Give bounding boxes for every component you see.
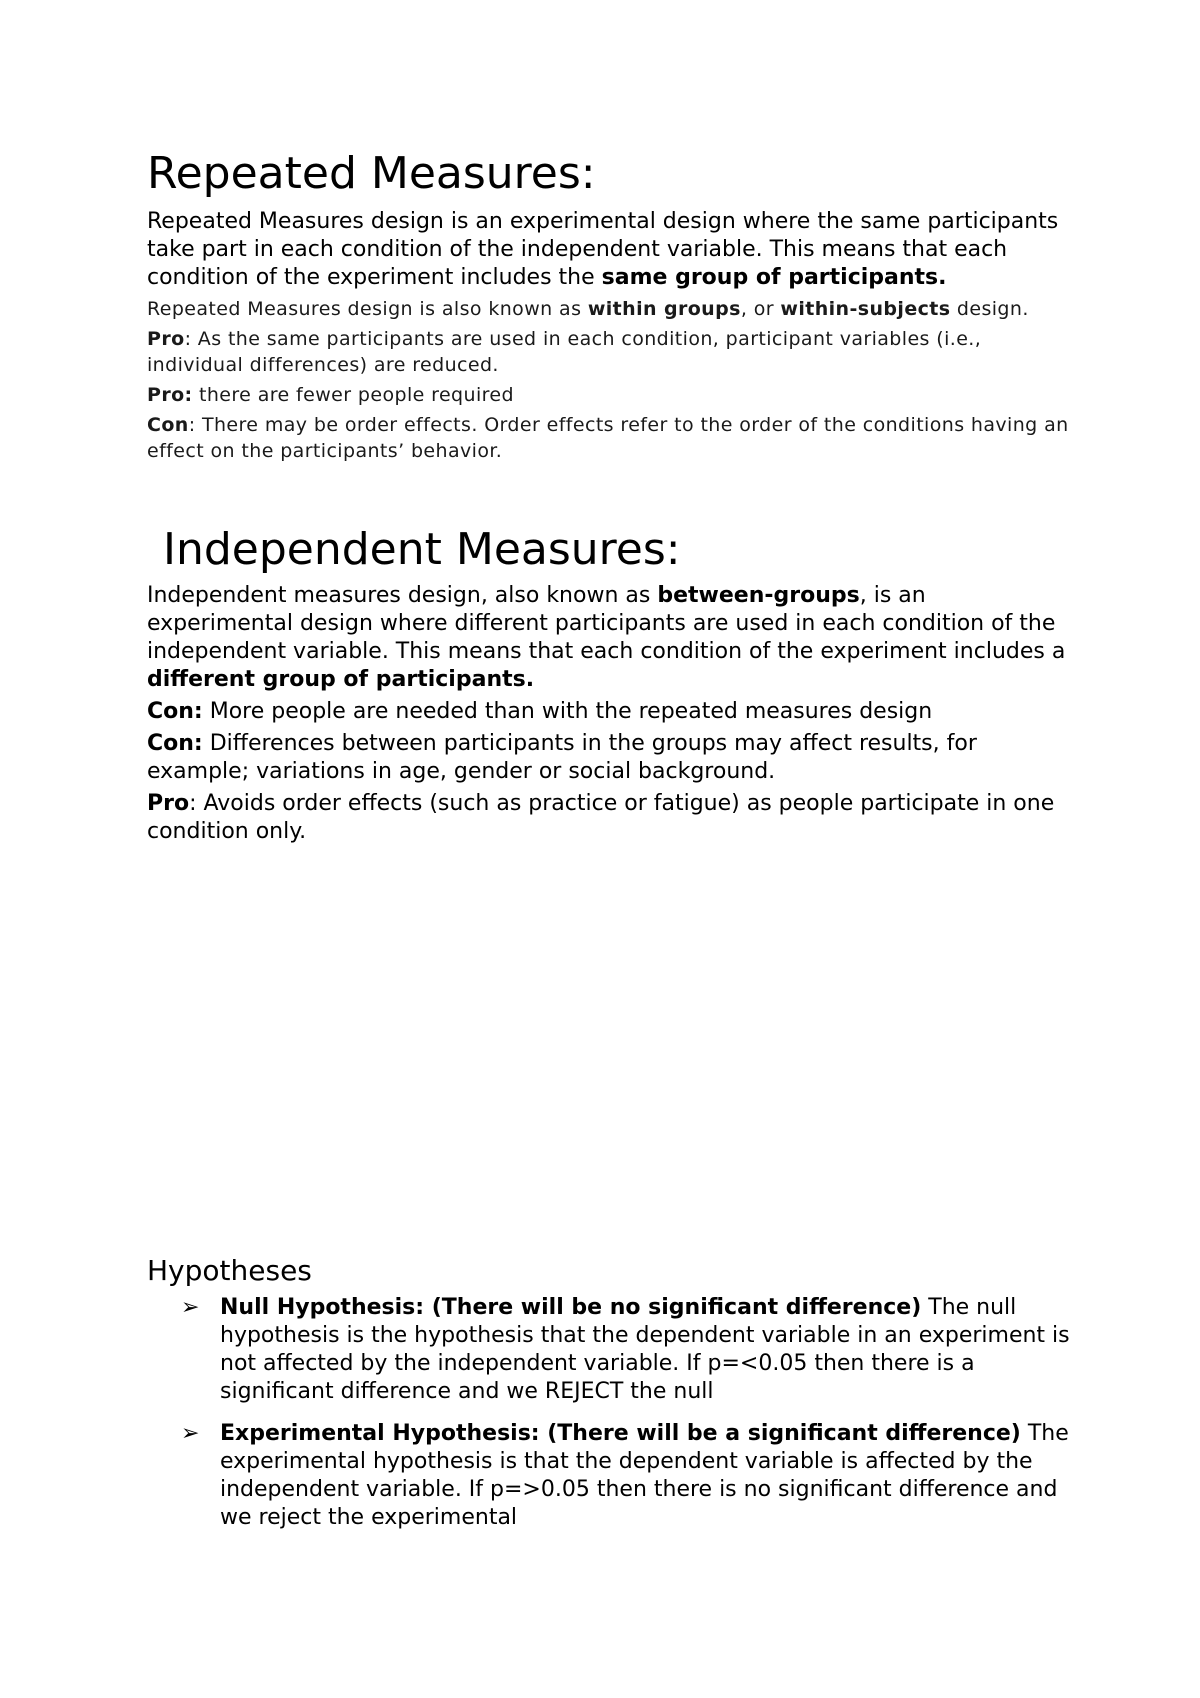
independent-measures-definition: Independent measures design, also known as between-groups, is an experimental design where different participants are used in each condition of the independent variable. This means that each condition of the experiment includes a different group of participants.: [147, 583, 1066, 692]
independent-measures-heading: Independent Measures:: [163, 524, 681, 575]
repeated-measures-section: [147, 148, 1077, 464]
hypotheses-section: [147, 1254, 1077, 1532]
repeated-measures-pro-2: Pro: there are fewer people required: [147, 384, 514, 406]
independent-measures-con-1: Con: More people are needed than with the repeated measures design: [147, 699, 933, 724]
repeated-measures-definition: Repeated Measures design is an experimental design where the same participants take part in each condition of the independent variable. This means that each condition of the experiment includes the same group of participants.: [147, 209, 1059, 290]
independent-measures-con-2: Con: Differences between participants in the groups may affect results, for example; variations in age, gender or social background.: [147, 731, 977, 784]
null-hypothesis-text: Null Hypothesis: (There will be no significant difference) The null hypothesis is the hypothesis that the dependent variable in an experiment is not affected by the independent variable. If p=<0.05 then there is a significant difference and we REJECT the null: [220, 1295, 1070, 1404]
null-hypothesis-item: [147, 1294, 1077, 1406]
repeated-measures-aka: Repeated Measures design is also known as within groups, or within-subjects design.: [147, 298, 1029, 320]
arrow-bullet-icon: ➢: [181, 1295, 200, 1320]
independent-measures-section: [147, 524, 1077, 846]
independent-measures-pro-1: Pro: Avoids order effects (such as practice or fatigue) as people participate in one condition only.: [147, 791, 1055, 844]
repeated-measures-con-1: Con: There may be order effects. Order effects refer to the order of the conditions having an effect on the participants’ behavior.: [147, 414, 1069, 462]
repeated-measures-heading: Repeated Measures:: [147, 148, 596, 199]
hypotheses-heading: Hypotheses: [147, 1254, 312, 1287]
experimental-hypothesis-text: Experimental Hypothesis: (There will be a significant difference) The experimental hypothesis is that the dependent variable is affected by the independent variable. If p=>0.05 then there is no significant difference and we reject the experimental: [220, 1421, 1069, 1530]
arrow-bullet-icon: ➢: [181, 1421, 200, 1446]
experimental-hypothesis-item: [147, 1420, 1077, 1532]
repeated-measures-pro-1: Pro: As the same participants are used in each condition, participant variables (i.e., individual differences) are reduced.: [147, 328, 982, 376]
